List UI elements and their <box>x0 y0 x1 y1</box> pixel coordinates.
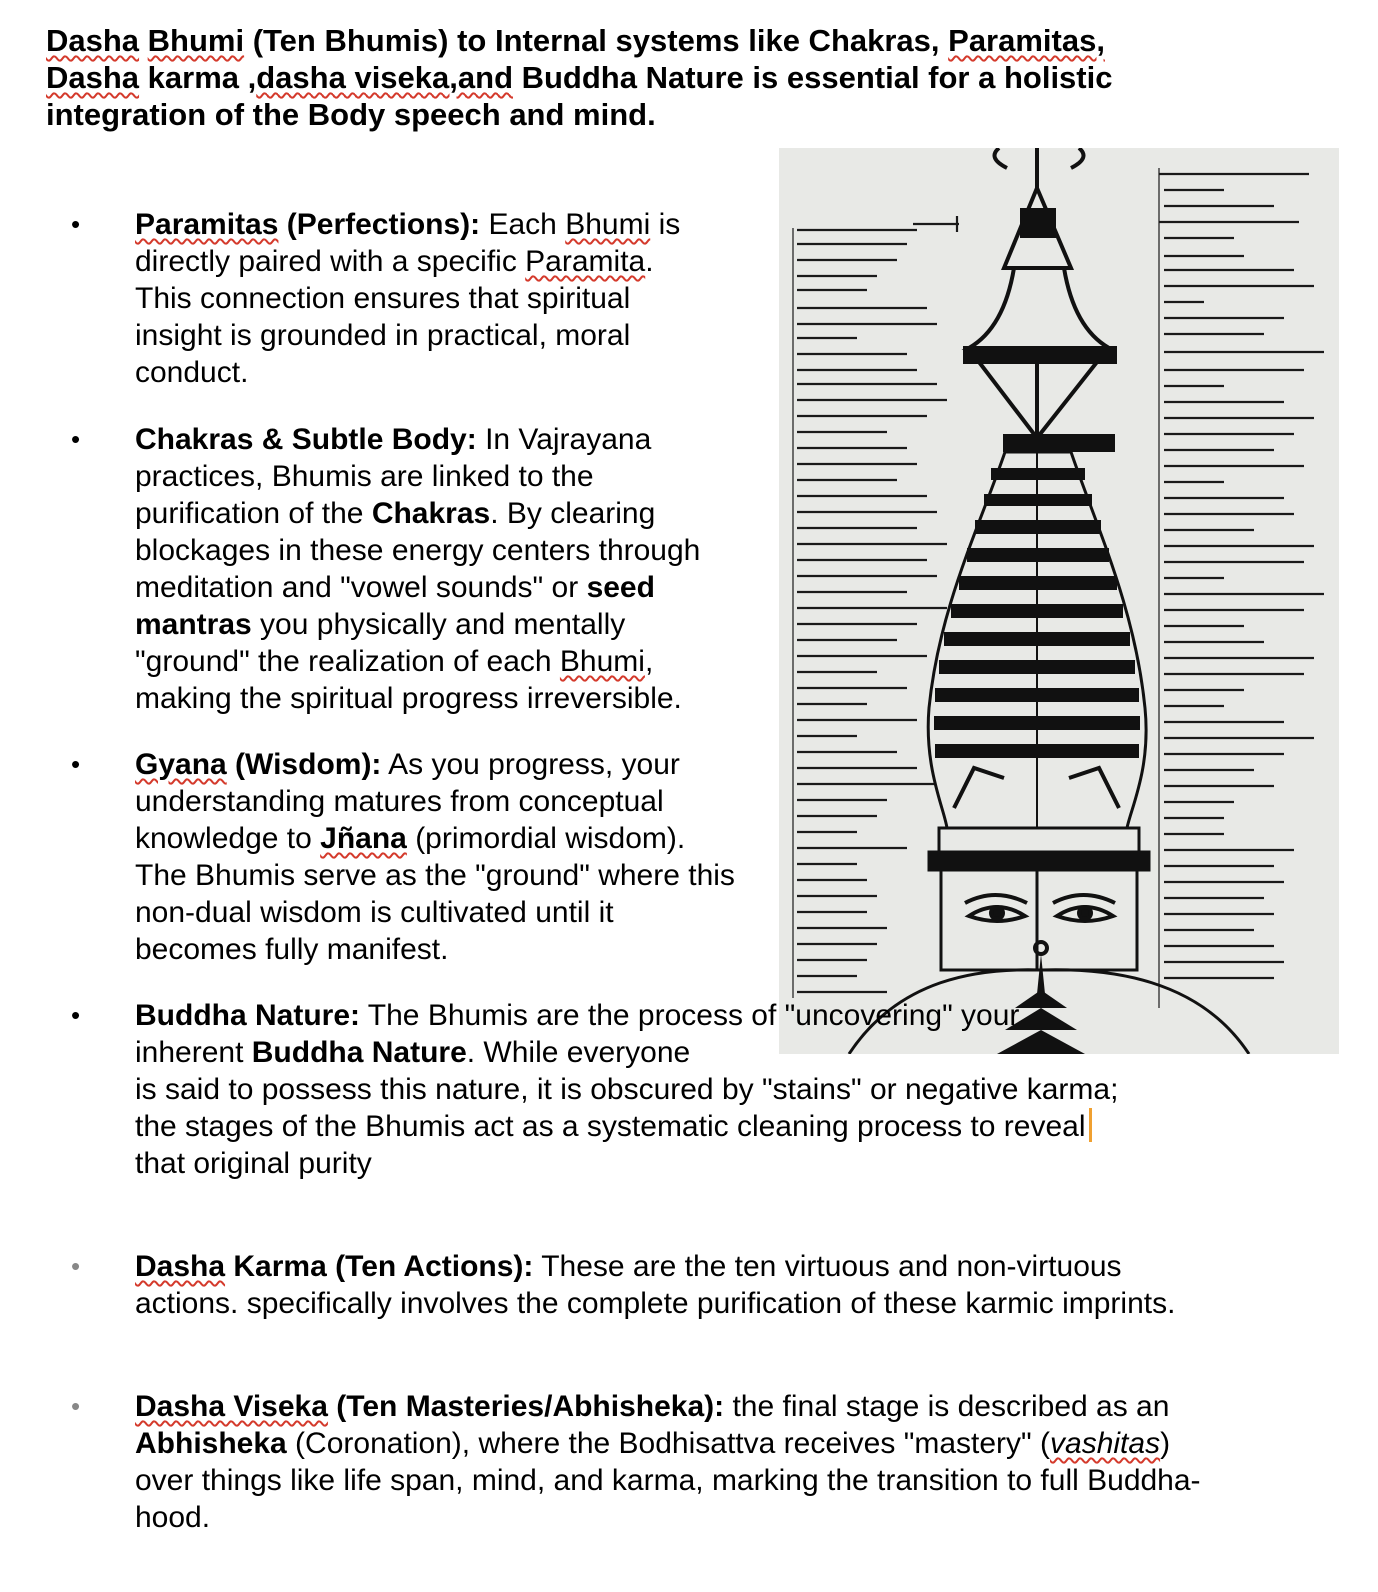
term-dasha-viseka-rest: (Ten Masteries/Abhisheka): <box>327 1390 725 1423</box>
chakras-word-bhumi: Bhumi <box>559 645 645 678</box>
text-cursor <box>1089 1108 1092 1142</box>
paramitas-text-3: . This connection ensures that spiritual insight is grounded in practical, moral conduct. <box>135 245 654 389</box>
gyana-text-2: (primordial wisdom). The Bhumis serve as the "ground" where this non-dual wisdom is cultivated until it becomes fully manifest. <box>135 822 735 966</box>
dasha-karma-text: These are the ten virtuous and non-virtuous actions. specifically involves the complete purification of these karmic imprints. <box>135 1250 1176 1320</box>
bullet-marker: • <box>71 424 81 454</box>
paramitas-text-1: Each <box>480 208 566 241</box>
heading-word-dasha: Dasha <box>46 23 140 58</box>
paramitas-word-paramita: Paramita <box>525 245 646 278</box>
bullet-marker: • <box>71 749 81 779</box>
heading-text-1: (Ten Bhumis) to Internal systems like Chakras, <box>244 23 949 58</box>
term-dasha-viseka: Dasha Viseka <box>135 1390 328 1423</box>
bullet-marker: • <box>71 1391 81 1421</box>
paramitas-text-2: is directly paired with a specific <box>135 208 681 278</box>
dasha-viseka-abhisheka: Abhisheka <box>135 1427 287 1460</box>
list-item-dasha-viseka <box>71 1388 1210 1536</box>
chakras-text-2: . By clearing blockages in these energy centers through meditation and "vowel sounds" or <box>135 497 701 604</box>
dasha-viseka-text-2: (Coronation), where the Bodhisattva receives "mastery" ( <box>286 1427 1051 1460</box>
list-item-paramitas <box>71 206 715 391</box>
list-item-dasha-karma <box>71 1248 1215 1322</box>
term-dasha: Dasha <box>135 1250 226 1283</box>
buddha-nature-text-3: . While everyone <box>466 1036 691 1069</box>
buddha-nature-text-4: is said to possess this nature, it is obscured by "stains" or negative karma; <box>135 1073 1119 1106</box>
buddha-nature-text-2: inherent <box>135 1036 252 1069</box>
buddha-nature-text-6: that original purity <box>135 1147 372 1180</box>
list-item-chakras <box>71 421 743 717</box>
heading-text-2: karma , <box>139 60 257 95</box>
heading-word-bhumi: Bhumi <box>147 23 245 58</box>
heading-word-dasha-2: Dasha <box>46 60 140 95</box>
list-item-buddha-nature <box>71 997 1235 1182</box>
term-paramitas: Paramitas <box>135 208 279 241</box>
list-item-gyana <box>71 746 735 968</box>
chakras-seed-mantras: seed mantras <box>135 571 655 641</box>
term-paramitas-rest: (Perfections): <box>278 208 481 241</box>
term-dasha-karma-rest: Karma (Ten Actions): <box>225 1250 534 1283</box>
buddha-nature-bold: Buddha Nature <box>251 1036 467 1069</box>
bullet-marker: • <box>71 1251 81 1281</box>
chakras-bold-word: Chakras <box>371 497 491 530</box>
buddha-nature-text-5: the stages of the Bhumis act as a systematic cleaning process to reveal <box>135 1110 1086 1143</box>
chakras-text-1: In Vajrayana practices, Bhumis are linked to the purification of the <box>135 423 652 530</box>
term-buddha-nature: Buddha Nature: <box>135 999 360 1032</box>
term-gyana: Gyana <box>135 748 227 781</box>
term-chakras-subtle-body: Chakras & Subtle Body: <box>135 423 477 456</box>
dasha-viseka-text-1: the final stage is described as an <box>724 1390 1170 1423</box>
chakras-text-4: , making the spiritual progress irreversible. <box>135 645 682 715</box>
heading-word-paramitas: Paramitas, <box>948 23 1105 58</box>
heading-word-dasha-viseka: dasha viseka,and <box>256 60 513 95</box>
paramitas-word-bhumi: Bhumi <box>565 208 651 241</box>
gyana-text-1: As you progress, your understanding matures from conceptual knowledge to <box>135 748 680 855</box>
term-gyana-rest: (Wisdom): <box>226 748 382 781</box>
buddha-nature-text-1: The Bhumis are the process of "uncovering" your <box>360 999 1020 1032</box>
bullet-marker: • <box>71 1000 81 1030</box>
gyana-word-jnana: Jñana <box>320 822 407 855</box>
dasha-viseka-text-3: ) over things like life span, mind, and karma, marking the transition to full Buddha-hood. <box>135 1427 1201 1534</box>
heading-text-3: Buddha Nature is essential for a holistic integration of the Body speech and mind. <box>46 60 1113 132</box>
dasha-viseka-vashitas: vashitas <box>1050 1427 1161 1460</box>
chakras-text-3: you physically and mentally "ground" the realization of each <box>135 608 626 678</box>
bullet-marker: • <box>71 209 81 239</box>
